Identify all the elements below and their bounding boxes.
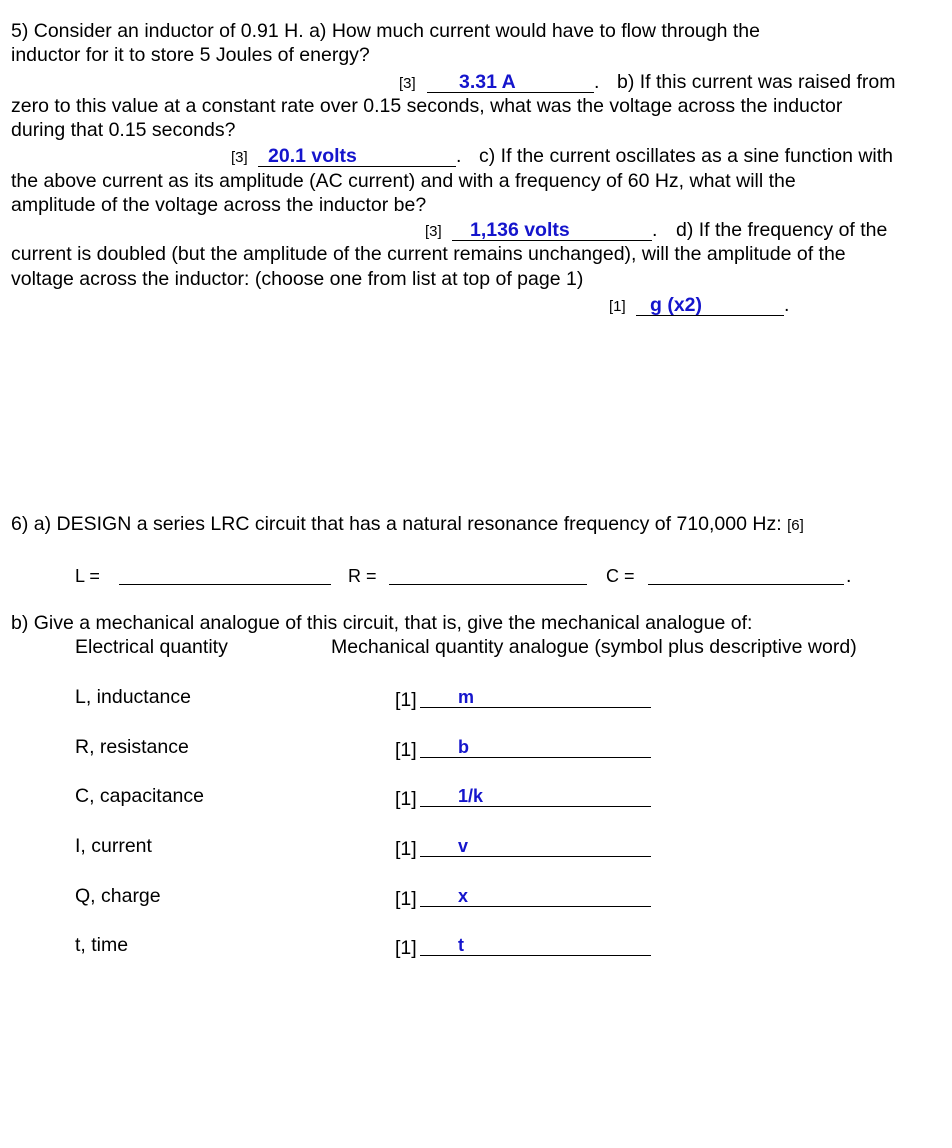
q5b-period: . [456,145,462,167]
q6-c-label: C = [606,566,635,586]
row-label: C, capacitance [75,785,204,807]
q5c-period: . [652,219,658,241]
q5c-answer: 1,136 volts [470,219,570,241]
q5-line-8: amplitude of the voltage across the inductor be? [11,194,427,216]
q5b-points: [3] [231,149,248,166]
q6-c-input[interactable] [648,584,844,585]
q5d-period: . [784,294,790,316]
q5c-points: [3] [425,223,442,240]
q5b-question-start: b) If this current was raised from [617,71,896,93]
row-label: I, current [75,835,152,857]
q5a-points: [3] [399,75,416,92]
row-answer: v [458,836,469,856]
row-answer-blank [420,757,651,758]
q6-l-input[interactable] [119,584,331,585]
q5-line-5: during that 0.15 seconds? [11,119,236,141]
q5d-answer-row [609,293,626,319]
row-answer: x [458,886,469,906]
q6a-question [11,512,804,538]
q5d-question-start: d) If the frequency of the [676,219,888,241]
row-points: [1] [395,739,417,761]
q6-r-input[interactable] [389,584,587,585]
q5a-answer-row [399,70,416,96]
q6-c-period: . [846,565,852,587]
col-electrical-header: Electrical quantity [75,636,228,658]
q6b-question: b) Give a mechanical analogue of this circuit, that is, give the mechanical analogue of: [11,612,753,634]
row-label: R, resistance [75,736,189,758]
q6a-text: 6) a) DESIGN a series LRC circuit that has a natural resonance frequency of 710,000 Hz: [11,513,782,535]
row-answer: 1/k [458,786,484,806]
row-label: L, inductance [75,686,192,708]
row-answer-blank [420,806,651,807]
row-points: [1] [395,788,417,810]
row-points: [1] [395,937,417,959]
row-points: [1] [395,838,417,860]
q5a-period: . [594,71,600,93]
q5-line-11: voltage across the inductor: (choose one from list at top of page 1) [11,268,584,290]
row-points: [1] [395,689,417,711]
q6a-points: [6] [787,517,804,534]
q5-line-7: the above current as its amplitude (AC current) and with a frequency of 60 Hz, what will the [11,170,796,192]
q5-line-4: zero to this value at a constant rate over 0.15 seconds, what was the voltage across the inductor [11,95,843,117]
col-mechanical-header: Mechanical quantity analogue (symbol plus descriptive word) [331,636,857,658]
row-points: [1] [395,888,417,910]
q6-l-label: L = [75,566,100,586]
q5-line-2: inductor for it to store 5 Joules of energy? [11,44,370,66]
row-label: t, time [75,934,129,956]
row-label: Q, charge [75,885,161,907]
q5d-answer: g (x2) [650,294,703,316]
q6-r-label: R = [348,566,377,586]
row-answer: t [458,935,464,955]
q5c-question-start: c) If the current oscillates as a sine function with [479,145,894,167]
q5-line-1: 5) Consider an inductor of 0.91 H. a) How much current would have to flow through the [11,20,760,42]
q5c-answer-row [425,218,442,244]
row-answer-blank [420,906,651,907]
row-answer-blank [420,856,651,857]
q5b-answer: 20.1 volts [268,145,357,167]
q5b-answer-row [231,144,248,170]
row-answer-blank [420,955,651,956]
q5-line-10: current is doubled (but the amplitude of the current remains unchanged), will the amplitude of the [11,243,846,265]
row-answer-blank [420,707,651,708]
q5d-points: [1] [609,298,626,315]
row-answer: b [458,737,469,757]
row-answer: m [458,687,475,707]
q5a-answer: 3.31 A [459,71,516,93]
